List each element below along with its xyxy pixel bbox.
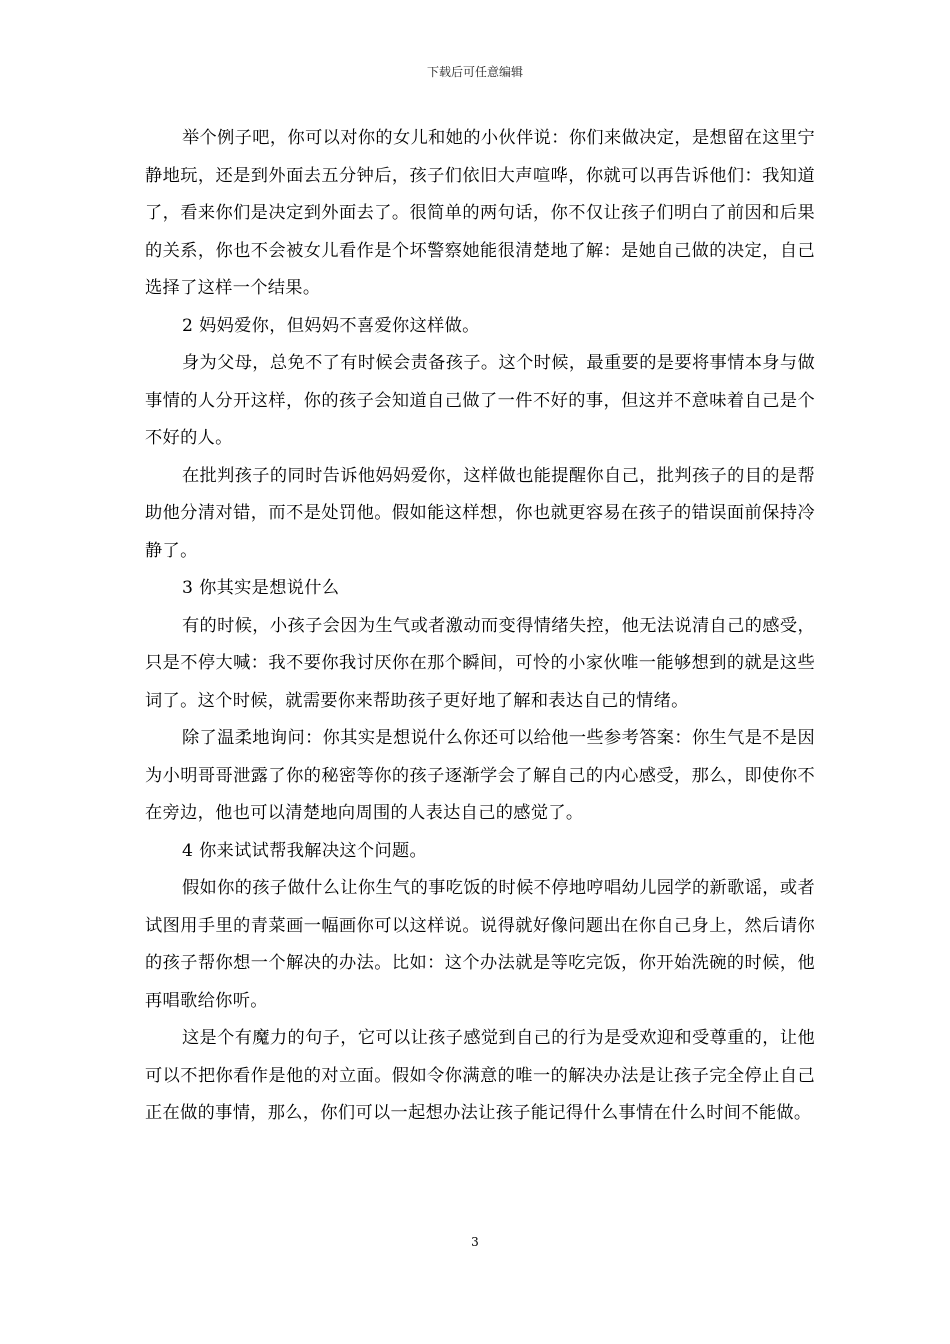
document-body — [145, 120, 815, 1133]
paragraph: 在批判孩子的同时告诉他妈妈爱你，这样做也能提醒你自己，批判孩子的目的是帮助他分清对错，而不是处罚他。假如能这样想，你也就更容易在孩子的错误面前保持冷静了。 — [145, 465, 815, 561]
section-heading-3: 3 你其实是想说什么 — [181, 578, 340, 598]
page-header: 下载后可任意编辑 — [426, 65, 523, 79]
paragraph: 有的时候，小孩子会因为生气或者激动而变得情绪失控，他无法说清自己的感受，只是不停大喊：我不要你我讨厌你在那个瞬间，可怜的小家伙唯一能够想到的就是这些词了。这个时候，就需要你来帮助孩子更好地了解和表达自己的情绪。 — [145, 615, 815, 711]
page-number: 3 — [471, 1235, 479, 1249]
paragraph: 假如你的孩子做什么让你生气的事吃饭的时候不停地哼唱幼儿园学的新歌谣，或者试图用手里的青菜画一幅画你可以这样说。说得就好像问题出在你自己身上，然后请你的孩子帮你想一个解决的办法。比如：这个办法就是等吃完饭，你开始洗碗的时候，他再唱歌给你听。 — [145, 878, 815, 1011]
section-heading-4: 4 你来试试帮我解决这个问题。 — [181, 840, 428, 861]
paragraph: 身为父母，总免不了有时候会责备孩子。这个时候，最重要的是要将事情本身与做事情的人分开这样，你的孩子会知道自己做了一件不好的事，但这并不意味着自己是个不好的人。 — [145, 353, 815, 448]
paragraph: 除了温柔地询问：你其实是想说什么你还可以给他一些参考答案：你生气是不是因为小明哥哥泄露了你的秘密等你的孩子逐渐学会了解自己的内心感受，那么，即使你不在旁边，他也可以清楚地向周围的人表达自己的感觉了。 — [145, 728, 815, 823]
section-heading-2: 2 妈妈爱你，但妈妈不喜爱你这样做。 — [181, 315, 480, 336]
paragraph: 这是个有魔力的句子，它可以让孩子感觉到自己的行为是受欢迎和受尊重的，让他可以不把你看作是他的对立面。假如令你满意的唯一的解决办法是让孩子完全停止自己正在做的事情，那么，你们可以一起想办法让孩子能记得什么事情在什么时间不能做。 — [145, 1028, 815, 1123]
paragraph-example: 举个例子吧，你可以对你的女儿和她的小伙伴说：你们来做决定，是想留在这里宁静地玩，还是到外面去五分钟后，孩子们依旧大声喧哗，你就可以再告诉他们：我知道了，看来你们是决定到外面去了。很简单的两句话，你不仅让孩子们明白了前因和后果的关系，你也不会被女儿看作是个坏警察她能很清楚地了解：是她自己做的决定，自己选择了这样一个结果。 — [145, 128, 815, 298]
